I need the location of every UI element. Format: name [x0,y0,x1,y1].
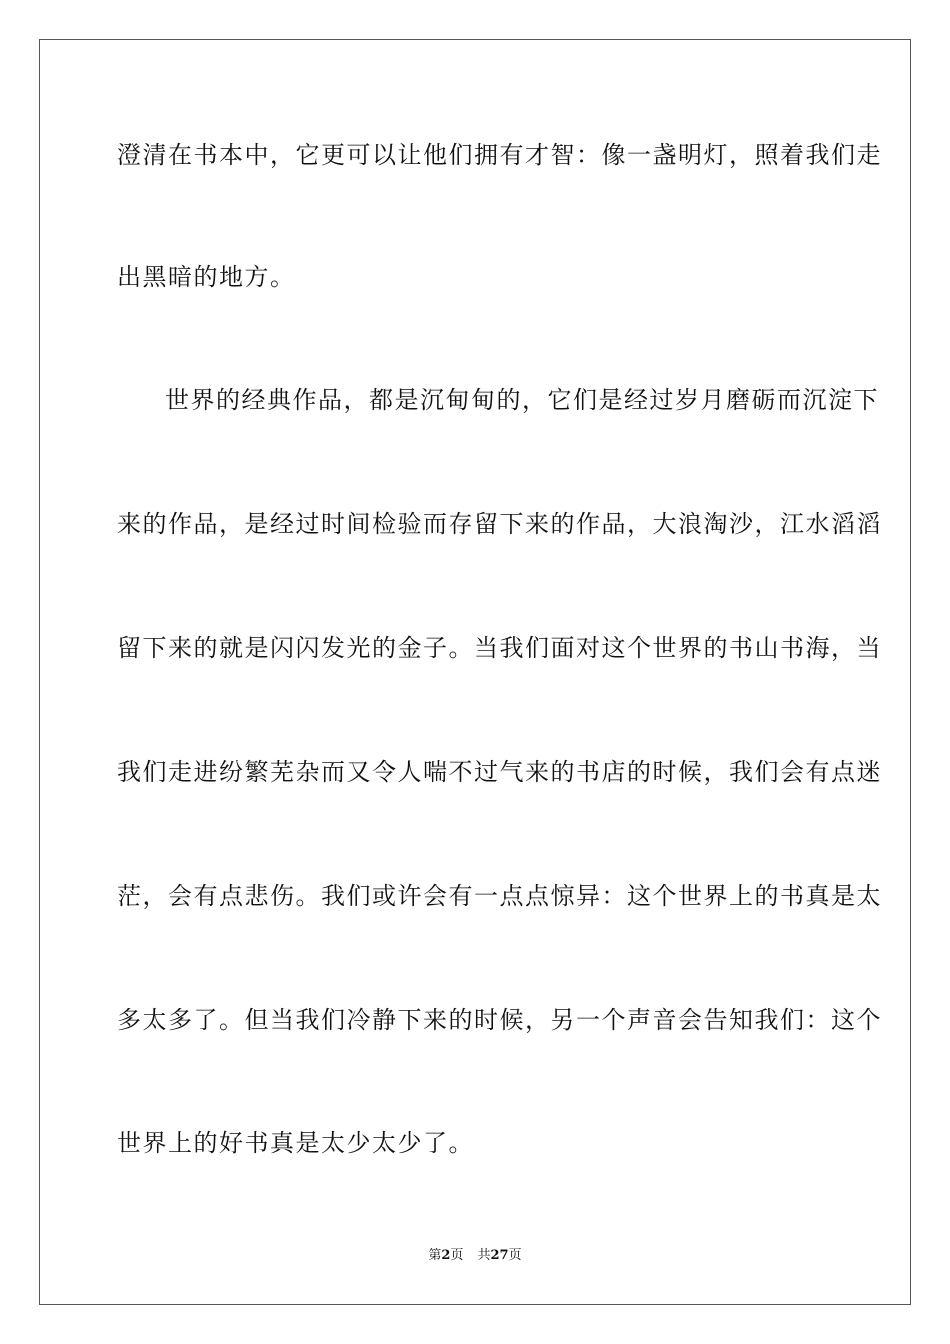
text-line: 出黑暗的地方。 [117,263,296,291]
text-line: 世界上的好书真是太少太少了。 [117,1129,474,1157]
paragraph-first-line: 世界的经典作品，都是沉甸甸的，它们是经过岁月磨砺而沉淀下 [165,386,879,414]
page-prefix: 第 [428,1248,442,1263]
total-prefix: 共 [477,1248,491,1263]
text-line: 来的作品，是经过时间检验而存留下来的作品，大浪淘沙，江水滔滔 [117,510,882,538]
text-line: 茫，会有点悲伤。我们或许会有一点点惊异：这个世界上的书真是太 [117,882,882,910]
total-suffix: 页 [508,1248,522,1263]
page-footer [0,1246,950,1266]
page-border [39,39,911,1305]
text-line: 多太多了。但当我们冷静下来的时候，另一个声音会告知我们：这个 [117,1006,882,1034]
text-line: 我们走进纷繁芜杂而又令人喘不过气来的书店的时候，我们会有点迷 [117,758,882,786]
text-line: 澄清在书本中，它更可以让他们拥有才智：像一盏明灯，照着我们走 [117,141,882,169]
current-page-number: 2 [441,1248,451,1263]
total-pages-number: 27 [490,1248,509,1263]
page-suffix: 页 [450,1248,464,1263]
text-line: 留下来的就是闪闪发光的金子。当我们面对这个世界的书山书海，当 [117,634,882,662]
